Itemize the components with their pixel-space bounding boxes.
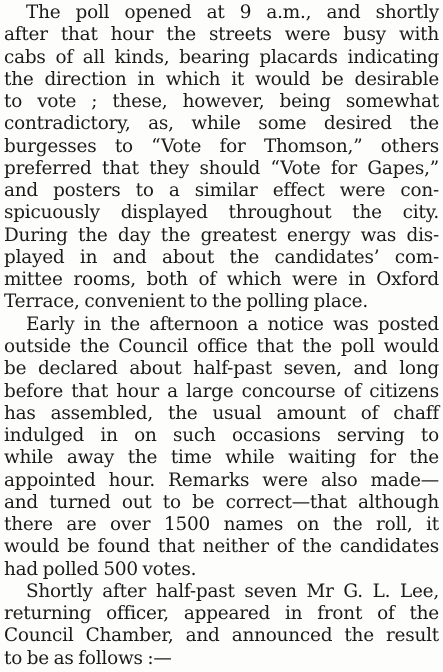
text-line: the direction in which it would be desirable xyxy=(4,68,439,90)
text-line: cabs of all kinds, bearing placards indicating xyxy=(4,46,439,68)
text-line: there are over 1500 names on the roll, it xyxy=(4,514,439,536)
text-line: Early in the afternoon a notice was posted xyxy=(26,313,439,335)
text-line: preferred that they should “Vote for Gapes,” xyxy=(4,157,439,179)
text-line: Shortly after half-past seven Mr G. L. Lee, xyxy=(26,580,439,602)
text-line: During the day the greatest energy was dis- xyxy=(4,224,439,246)
text-line: contradictory, as, while some desired the xyxy=(4,113,439,135)
text-line: spicuously displayed throughout the city. xyxy=(4,202,439,224)
text-line: be declared about half-past seven, and long xyxy=(4,358,439,380)
text-line: would be found that neither of the candidates xyxy=(4,536,439,558)
text-line: while away the time while waiting for the xyxy=(4,447,439,469)
text-line: has assembled, the usual amount of chaff xyxy=(4,402,439,424)
text-line: had polled 500 votes. xyxy=(4,558,197,580)
text-line: and turned out to be correct—that although xyxy=(4,491,439,513)
text-line: The poll opened at 9 a.m., and shortly xyxy=(26,2,439,23)
text-line: appointed hour. Remarks were also made— xyxy=(4,469,439,491)
text-line: mittee rooms, both of which were in Oxford xyxy=(4,269,439,291)
text-line: outside the Council office that the poll would xyxy=(4,336,439,357)
text-line: indulged in on such occasions serving to xyxy=(4,425,439,447)
text-line: burgesses to “Vote for Thomson,” others xyxy=(4,135,439,157)
text-line: to be as follows :— xyxy=(4,647,172,669)
text-line: to vote ; these, however, being somewhat xyxy=(4,91,439,113)
text-line: played in and about the candidates’ com- xyxy=(4,246,439,268)
text-line: Terrace, convenient to the polling place. xyxy=(4,291,368,313)
text-line: returning officer, appeared in front of the xyxy=(4,603,439,625)
text-line: before that hour a large concourse of citizens xyxy=(4,380,439,402)
text-line: and posters to a similar effect were con- xyxy=(4,180,439,202)
text-line: after that hour the streets were busy with xyxy=(4,24,439,46)
text-line: Council Chamber, and announced the result xyxy=(4,625,439,647)
